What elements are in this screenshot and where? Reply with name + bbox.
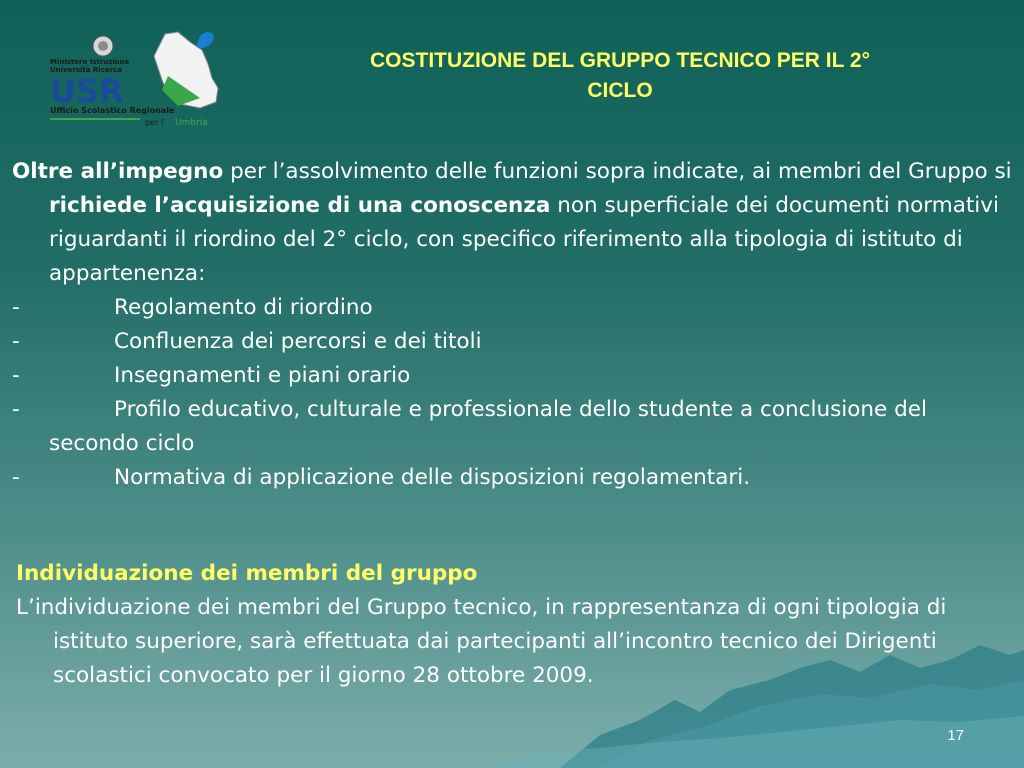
list-item — [12, 325, 1012, 359]
section-members — [16, 557, 1006, 693]
logo-ministry-line2: Università Ricerca — [50, 66, 122, 74]
title-line1: COSTITUZIONE DEL GRUPPO TECNICO PER IL 2° — [369, 49, 870, 72]
list-dash: - — [12, 363, 20, 388]
logo-acronym: USR — [50, 72, 124, 110]
logo-region-prefix: per l' — [145, 118, 166, 127]
section-heading: Individuazione dei membri del gruppo — [16, 561, 478, 586]
body-content — [12, 155, 1012, 495]
slide-title — [270, 46, 970, 106]
usr-umbria-logo — [50, 28, 235, 128]
intro-text1: per l’assolvimento delle funzioni sopra indicate, ai membri del Gruppo si — [223, 159, 1012, 184]
logo-office-name: Ufficio Scolastico Regionale — [50, 106, 175, 115]
page-number: 17 — [947, 727, 964, 744]
intro-paragraph — [12, 155, 1012, 291]
section-paragraph: L’individuazione dei membri del Gruppo tecnico, in rappresentanza di ogni tipologia di istituto superiore, sarà effettuata dai partecipanti all’incontro tecnico dei Dirigenti scolastici convocato per il giorno 28 ottobre 2009. — [16, 595, 947, 688]
list-dash: - — [12, 329, 20, 354]
intro-bold1: Oltre all’impegno — [12, 159, 224, 184]
list-item — [12, 393, 1012, 461]
list-item-text: Normativa di applicazione delle disposizioni regolamentari. — [114, 465, 751, 490]
list-item — [12, 291, 1012, 325]
list-item-text: Profilo educativo, culturale e professionale dello studente a conclusione del secondo ciclo — [49, 397, 927, 456]
intro-text2: non superficiale dei documenti normativi riguardanti il riordino del 2° ciclo, con specifico riferimento alla tipologia di istituto di appartenenza: — [49, 193, 999, 286]
intro-bold2: richiede l’acquisizione di una conoscenza — [49, 193, 551, 218]
logo-ministry-line1: Ministero Istruzione — [50, 58, 130, 66]
list-dash: - — [12, 295, 20, 320]
list-item — [12, 461, 1012, 495]
list-item — [12, 359, 1012, 393]
list-dash: - — [12, 397, 20, 422]
title-line2: CICLO — [587, 79, 653, 102]
list-item-text: Regolamento di riordino — [114, 295, 373, 320]
list-item-text: Confluenza dei percorsi e dei titoli — [114, 329, 482, 354]
list-dash: - — [12, 465, 20, 490]
logo-region-name: Umbria — [175, 118, 208, 128]
list-item-text: Insegnamenti e piani orario — [114, 363, 411, 388]
